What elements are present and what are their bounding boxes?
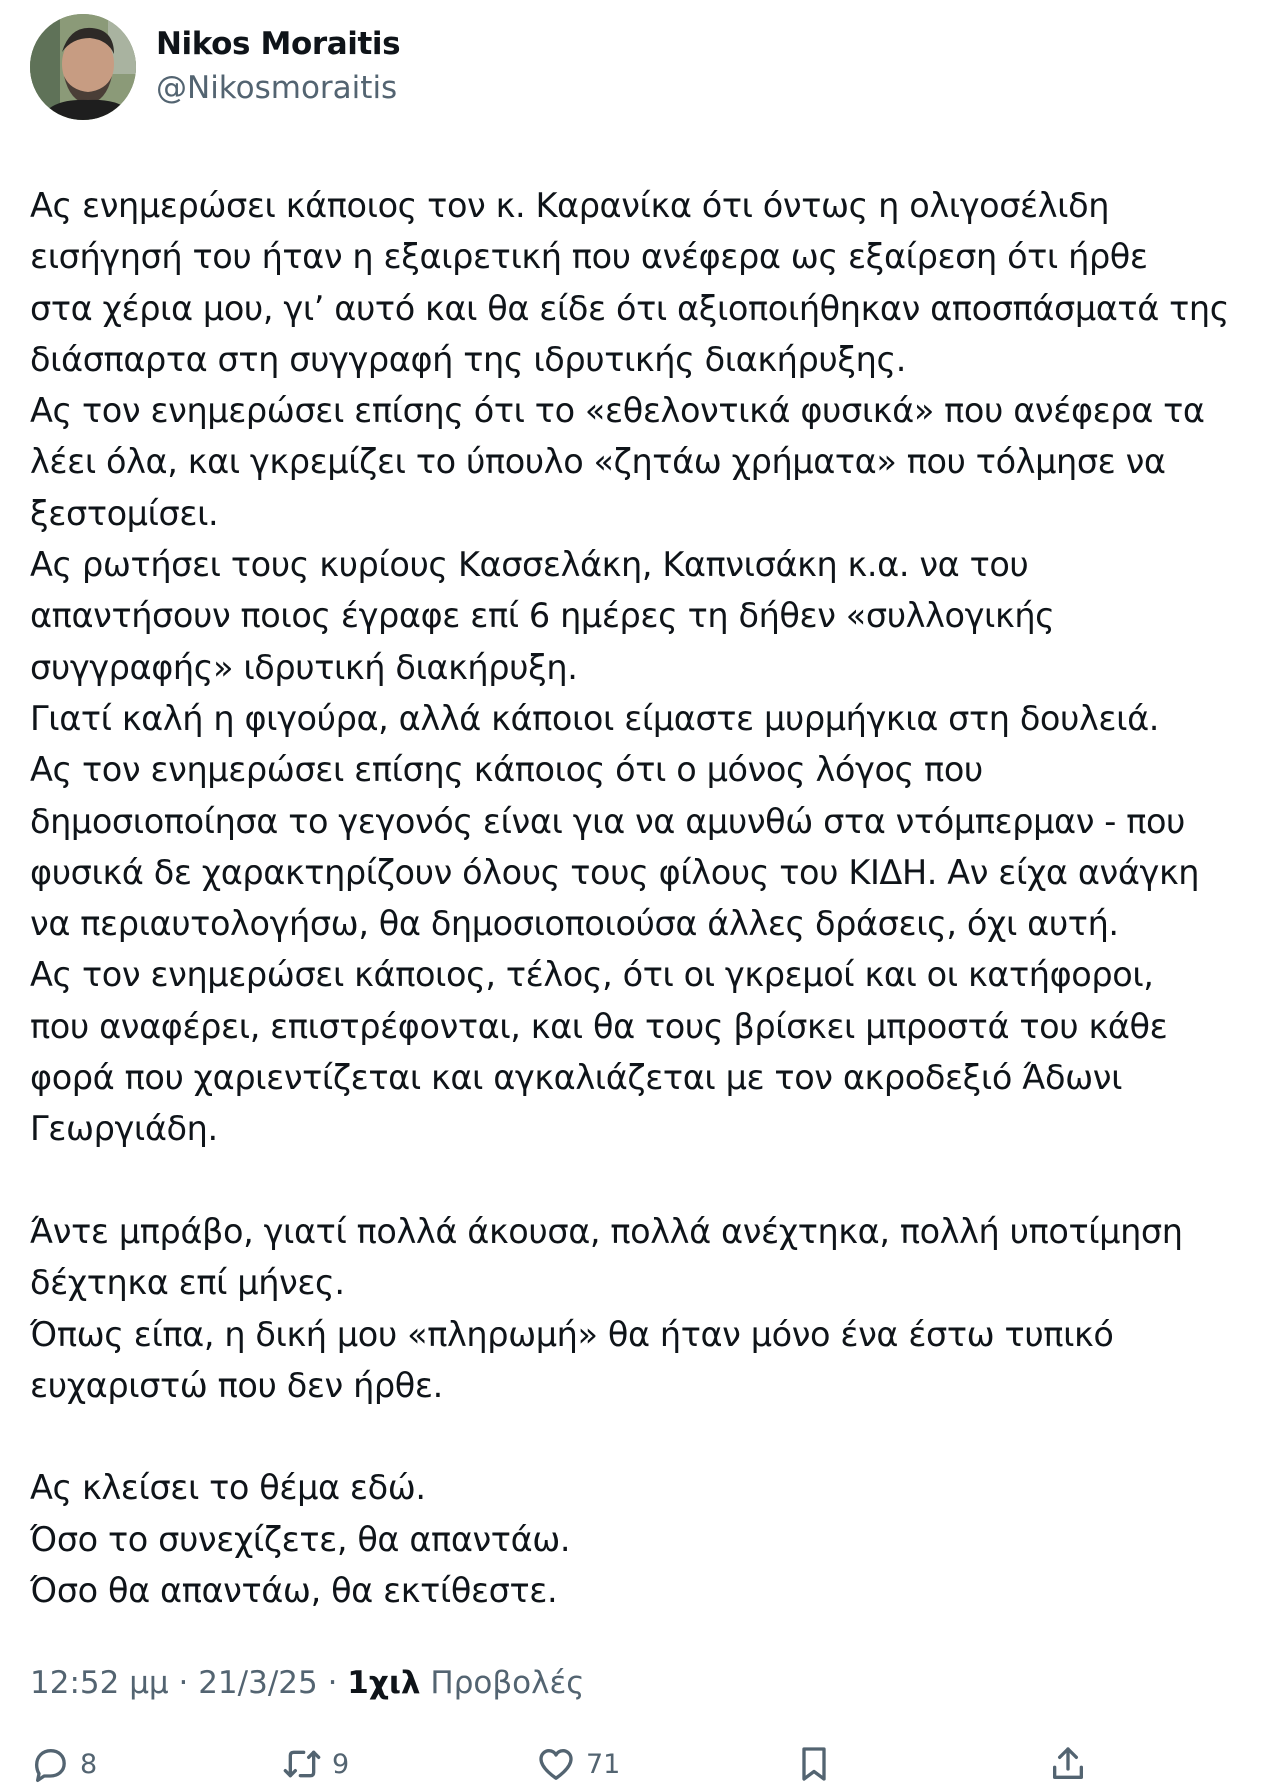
- tweet-line: Όσο το συνεχίζετε, θα απαντάω.: [30, 1519, 571, 1559]
- reply-icon: [30, 1744, 70, 1784]
- bookmark-icon: [794, 1744, 834, 1784]
- share-icon: [1048, 1744, 1088, 1784]
- tweet-line: φυσικά δε χαρακτηρίζουν όλους τους φίλους του ΚΙΔΗ. Αν είχα ανάγκη: [30, 852, 1200, 892]
- repost-icon: [282, 1744, 322, 1784]
- tweet-line: ευχαριστώ που δεν ήρθε.: [30, 1365, 443, 1405]
- tweet-line: στα χέρια μου, γι’ αυτό και θα είδε ότι αξιοποιήθηκαν αποσπάσματά της: [30, 288, 1229, 328]
- reply-count: 8: [80, 1748, 98, 1780]
- tweet-line: διάσπαρτα στη συγγραφή της ιδρυτικής διακήρυξης.: [30, 339, 906, 379]
- tweet-line: δέχτηκα επί μήνες.: [30, 1263, 345, 1303]
- like-count: 71: [586, 1748, 621, 1780]
- blank-line: [30, 1155, 1270, 1206]
- tweet-line: εισήγησή του ήταν η εξαιρετική που ανέφερα ως εξαίρεση ότι ήρθε: [30, 237, 1148, 277]
- author-name[interactable]: Nikos Moraitis: [156, 26, 401, 62]
- heart-icon: [536, 1744, 576, 1784]
- tweet-line: Όπως είπα, η δική μου «πληρωμή» θα ήταν μόνο ένα έστω τυπικό: [30, 1314, 1114, 1354]
- tweet-line: Γεωργιάδη.: [30, 1109, 218, 1149]
- repost-button[interactable]: [282, 1740, 349, 1788]
- repost-count: 9: [332, 1748, 350, 1780]
- tweet-line: Ας τον ενημερώσει επίσης κάποιος ότι ο μόνος λόγος που: [30, 750, 983, 790]
- tweet-meta: [30, 1665, 584, 1701]
- tweet-line: Ας τον ενημερώσει κάποιος, τέλος, ότι οι γκρεμοί και οι κατήφοροι,: [30, 955, 1154, 995]
- views-count: 1χιλ: [347, 1665, 421, 1701]
- tweet-date[interactable]: 21/3/25: [198, 1665, 318, 1701]
- tweet-line: δημοσιοποίησα το γεγονός είναι για να αμυνθώ στα ντόμπερμαν - που: [30, 801, 1186, 841]
- tweet-line: Ας κλείσει το θέμα εδώ.: [30, 1468, 426, 1508]
- avatar[interactable]: [30, 14, 136, 120]
- tweet-time[interactable]: 12:52 μμ: [30, 1665, 169, 1701]
- tweet-line: Όσο θα απαντάω, θα εκτίθεστε.: [30, 1571, 558, 1611]
- action-bar: [0, 1740, 1288, 1788]
- tweet-text: [30, 180, 1270, 1616]
- tweet-line: Ας ρωτήσει τους κυρίους Κασσελάκη, Καπνισάκη κ.α. να του: [30, 545, 1029, 585]
- reply-button[interactable]: [30, 1740, 97, 1788]
- tweet-line: συγγραφής» ιδρυτική διακήρυξη.: [30, 647, 578, 687]
- tweet-line: Γιατί καλή η φιγούρα, αλλά κάποιοι είμαστε μυρμήγκια στη δουλειά.: [30, 698, 1159, 738]
- meta-separator: ·: [317, 1665, 348, 1701]
- views-label: Προβολές: [420, 1665, 585, 1701]
- avatar-photo: [30, 14, 136, 120]
- tweet-line: που αναφέρει, επιστρέφονται, και θα τους βρίσκει μπροστά του κάθε: [30, 1006, 1168, 1046]
- bookmark-button[interactable]: [794, 1740, 834, 1788]
- author-handle[interactable]: @Nikosmoraitis: [156, 70, 398, 106]
- meta-separator: ·: [168, 1665, 199, 1701]
- tweet-line: φορά που χαριεντίζεται και αγκαλιάζεται με τον ακροδεξιό Άδωνι: [30, 1058, 1123, 1098]
- blank-line: [30, 1411, 1270, 1462]
- tweet-line: να περιαυτολογήσω, θα δημοσιοποιούσα άλλες δράσεις, όχι αυτή.: [30, 904, 1119, 944]
- share-button[interactable]: [1048, 1740, 1088, 1788]
- tweet-line: Άντε μπράβο, γιατί πολλά άκουσα, πολλά ανέχτηκα, πολλή υποτίμηση: [30, 1211, 1183, 1251]
- tweet-line: απαντήσουν ποιος έγραφε επί 6 ημέρες τη δήθεν «συλλογικής: [30, 596, 1055, 636]
- tweet-line: λέει όλα, και γκρεμίζει το ύπουλο «ζητάω χρήματα» που τόλμησε να: [30, 442, 1166, 482]
- tweet-line: ξεστομίσει.: [30, 493, 219, 533]
- tweet-line: Ας τον ενημερώσει επίσης ότι το «εθελοντικά φυσικά» που ανέφερα τα: [30, 391, 1205, 431]
- like-button[interactable]: [536, 1740, 620, 1788]
- tweet-line: Ας ενημερώσει κάποιος τον κ. Καρανίκα ότι όντως η ολιγοσέλιδη: [30, 186, 1110, 225]
